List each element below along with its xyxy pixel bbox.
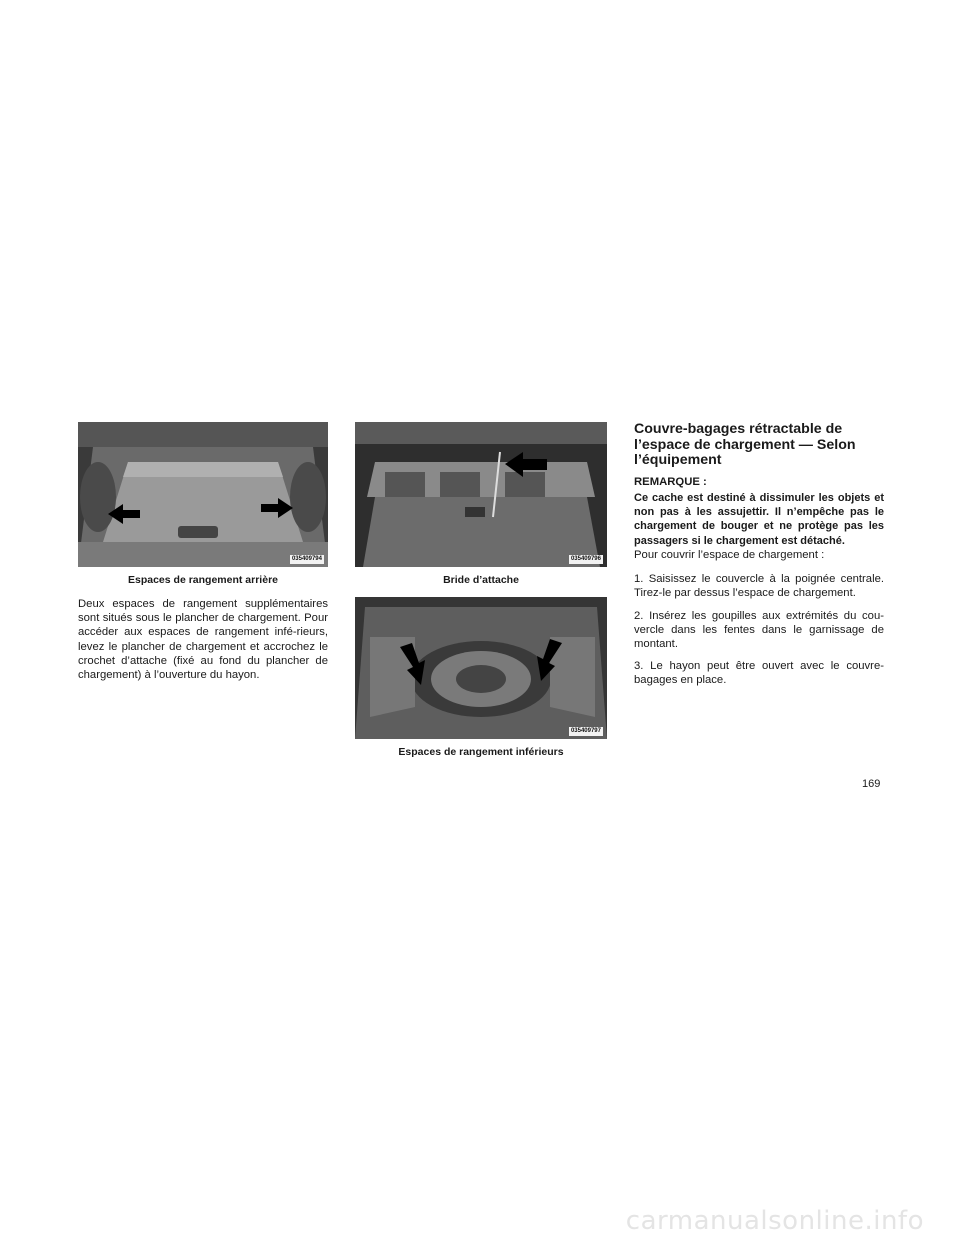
figure-caption: Bride d’attache bbox=[443, 574, 519, 586]
step-item: 1. Saisissez le couvercle à la poignée centrale. Tirez-le par dessus l’espace de chargement. bbox=[634, 573, 884, 600]
figure-caption: Espaces de rangement inférieurs bbox=[398, 746, 564, 758]
step-item: 3. Le hayon peut être ouvert avec le couvre-bagages en place. bbox=[634, 660, 884, 687]
figure-rear-storage bbox=[78, 422, 328, 567]
section-heading: Couvre-bagages rétractable de l’espace de chargement — Selon l’équipement bbox=[634, 421, 856, 468]
figure-code: 035409797 bbox=[570, 728, 601, 734]
storage-paragraph bbox=[78, 597, 328, 688]
instructions bbox=[634, 548, 884, 694]
instructions-intro: Pour couvrir l’espace de chargement : bbox=[634, 549, 825, 561]
figure-strap bbox=[355, 422, 607, 567]
lower-storage-photo bbox=[355, 597, 607, 739]
figure-caption: Espaces de rangement arrière bbox=[128, 574, 278, 586]
rear-storage-photo bbox=[78, 422, 328, 567]
page-number: 169 bbox=[862, 778, 881, 790]
step-item: 2. Insérez les goupilles aux extrémités du cou-vercle dans les fentes dans le garnissage de montant. bbox=[634, 609, 884, 651]
figure-code: 035409794 bbox=[291, 556, 322, 562]
note-label: REMARQUE : bbox=[634, 476, 707, 488]
figure-lower-storage bbox=[355, 597, 607, 739]
paragraph-text: Deux espaces de rangement supplémentaires sont situés sous le plancher de chargement. Pour accéder aux espaces de rangement infé-rieurs, levez le plancher de chargement et accrochez le crochet d’attache (fixé au fond du plancher de chargement) à l’ouverture du hayon. bbox=[78, 598, 328, 682]
strap-photo bbox=[355, 422, 607, 567]
note-text: Ce cache est destiné à dissimuler les objets et non pas à les assujettir. Il n’empêche pas le chargement de bouger et ne protège pas les passagers si le chargement est détaché. bbox=[634, 492, 884, 547]
figure-code: 035409796 bbox=[570, 556, 601, 562]
watermark: carmanualsonline.info bbox=[625, 1206, 924, 1236]
